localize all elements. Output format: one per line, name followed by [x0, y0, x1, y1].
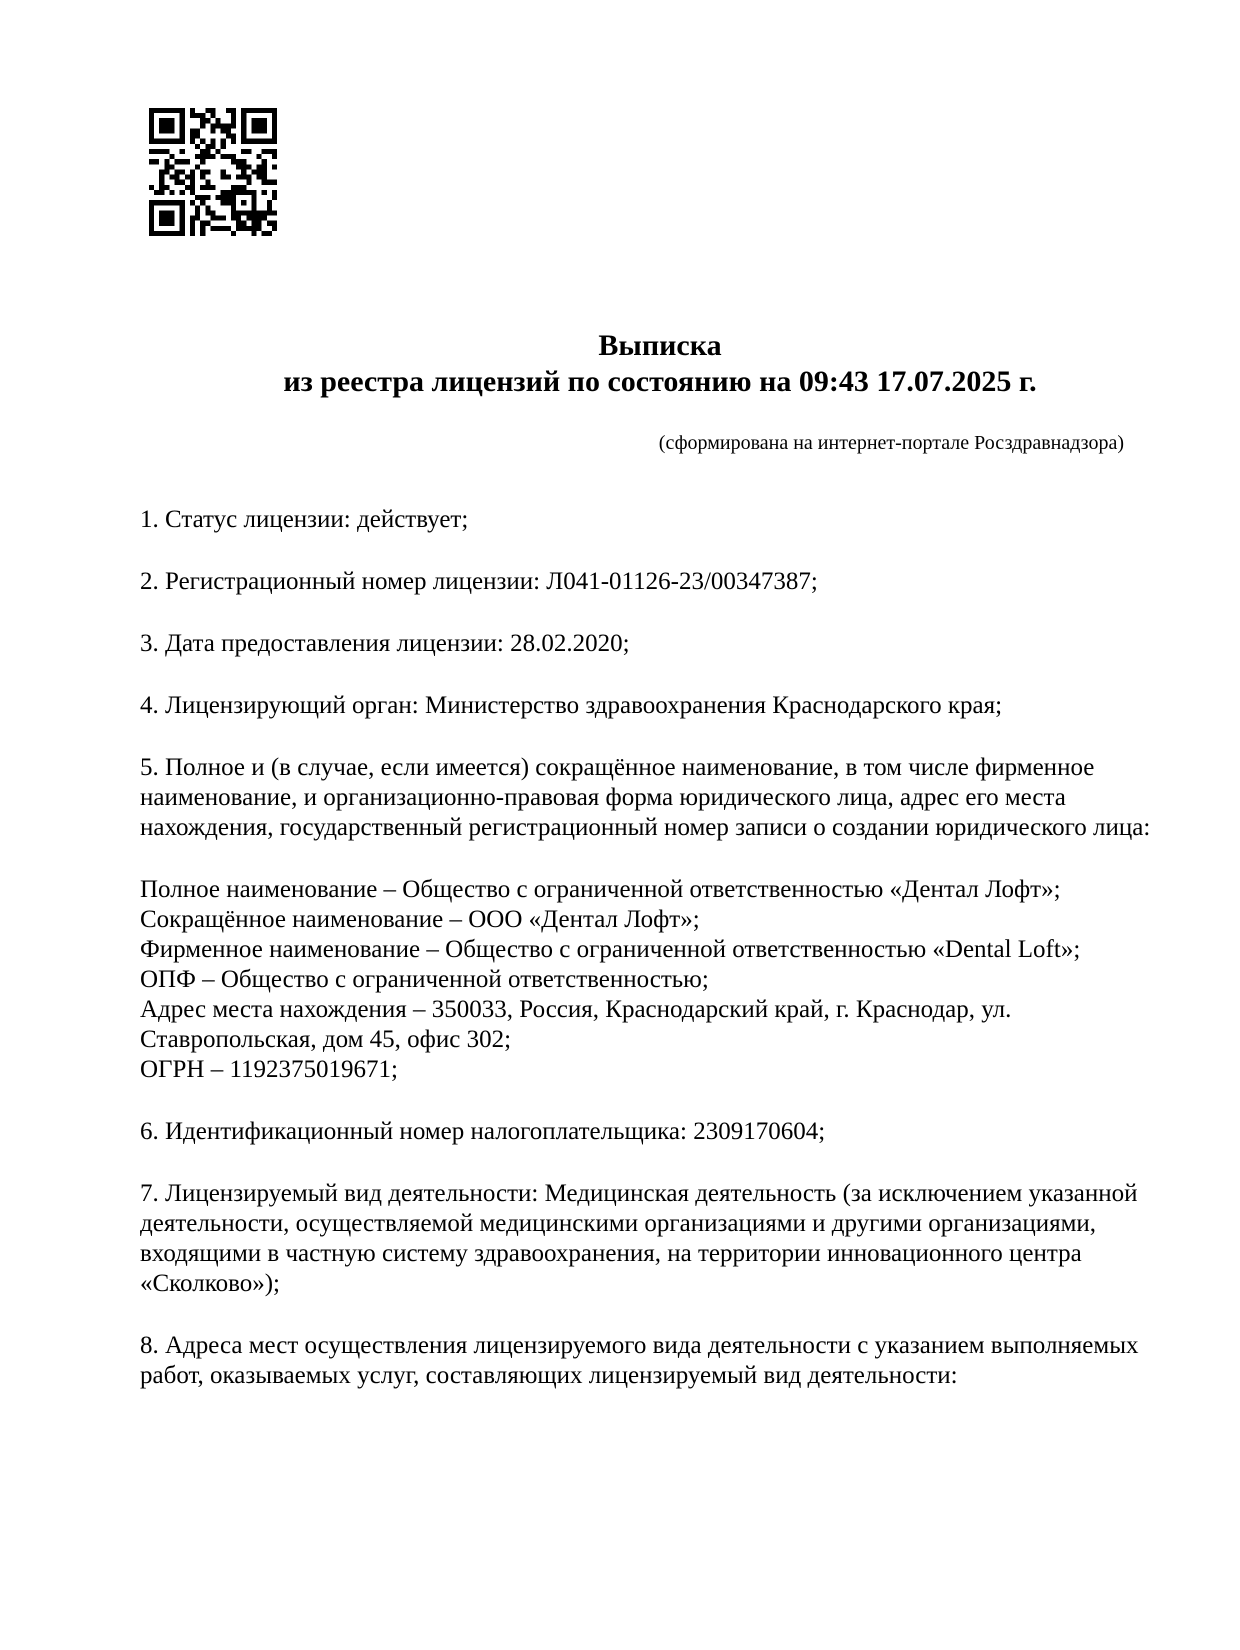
paragraph-line: нахождения, государственный регистрационный номер записи о создании юридического лица:: [140, 814, 1151, 841]
qr-code-icon: [149, 108, 277, 236]
document-body: [140, 505, 1151, 1391]
paragraph-licensing-authority: [140, 691, 1140, 721]
paragraph-line: Полное наименование – Общество с ограниченной ответственностью «Дентал Лофт»;: [140, 876, 1061, 903]
paragraph-line: 4. Лицензирующий орган: Министерство здравоохранения Краснодарского края;: [140, 692, 1003, 719]
paragraph-line: наименование, и организационно-правовая форма юридического лица, адрес его места: [140, 784, 1066, 811]
paragraph-line: ОГРН – 1192375019671;: [140, 1056, 398, 1083]
paragraph-line: Сокращённое наименование – ООО «Дентал Лофт»;: [140, 906, 700, 933]
paragraph-line: работ, оказываемых услуг, составляющих лицензируемый вид деятельности:: [140, 1362, 958, 1389]
paragraph-status: [140, 505, 1140, 535]
paragraph-line: 8. Адреса мест осуществления лицензируемого вида деятельности с указанием выполняемых: [140, 1332, 1139, 1359]
paragraph-line: 1. Статус лицензии: действует;: [140, 506, 469, 533]
paragraph-registration-number: [140, 567, 1140, 597]
paragraph-line: ОПФ – Общество с ограниченной ответственностью;: [140, 966, 709, 993]
paragraph-licensed-activity: [140, 1179, 1140, 1299]
paragraph-line: «Сколково»);: [140, 1270, 280, 1297]
paragraph-inn: [140, 1117, 1140, 1147]
paragraph-line: деятельности, осуществляемой медицинскими организациями и другими организациями,: [140, 1210, 1097, 1237]
paragraph-line: 7. Лицензируемый вид деятельности: Медицинская деятельность (за исключением указанной: [140, 1180, 1138, 1207]
paragraph-line: входящими в частную систему здравоохранения, на территории инновационного центра: [140, 1240, 1082, 1267]
paragraph-line: 3. Дата предоставления лицензии: 28.02.2020;: [140, 630, 630, 657]
document-subtitle: (сформирована на интернет-портале Росздравнадзора): [658, 432, 1124, 454]
paragraph-line: 6. Идентификационный номер налогоплательщика: 2309170604;: [140, 1118, 826, 1145]
document-title-line1: Выписка: [598, 329, 722, 362]
paragraph-line: Ставропольская, дом 45, офис 302;: [140, 1026, 512, 1053]
paragraph-name-heading: [140, 753, 1151, 843]
paragraph-line: Фирменное наименование – Общество с ограниченной ответственностью «Dental Loft»;: [140, 936, 1081, 963]
paragraph-line: Адрес места нахождения – 350033, Россия, Краснодарский край, г. Краснодар, ул.: [140, 996, 1012, 1023]
document-title-line2: из реестра лицензий по состоянию на 09:43 17.07.2025 г.: [283, 365, 1037, 398]
paragraph-license-date: [140, 629, 1140, 659]
paragraph-organization-details: [140, 875, 1140, 1085]
paragraph-activity-addresses: [140, 1331, 1140, 1391]
document-title: [140, 328, 1180, 400]
paragraph-line: 2. Регистрационный номер лицензии: Л041-01126-23/00347387;: [140, 568, 818, 595]
paragraph-line: 5. Полное и (в случае, если имеется) сокращённое наименование, в том числе фирменное: [140, 754, 1095, 781]
